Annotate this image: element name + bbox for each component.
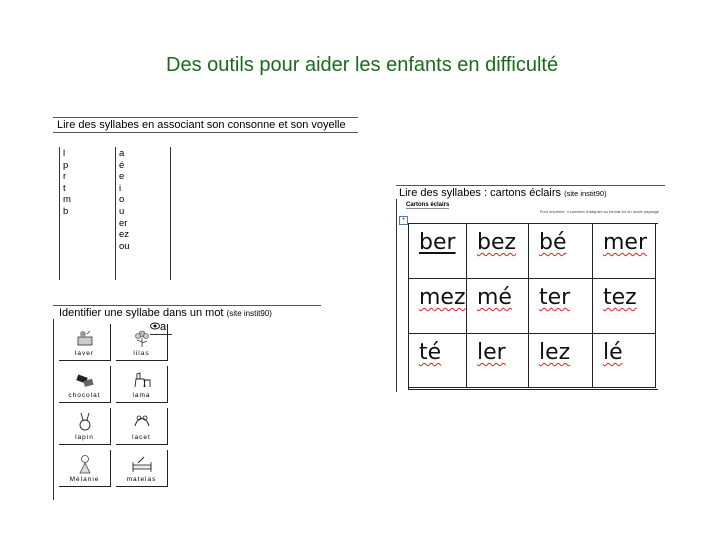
vowel-item: a — [119, 148, 125, 159]
flash-card — [409, 224, 467, 279]
flash-card-text: lé — [603, 340, 623, 365]
flash-card — [593, 334, 656, 388]
chocolate-icon — [75, 370, 95, 390]
consonant-vowel-title: Lire des syllabes en associant son consonne et son voyelle — [53, 117, 358, 133]
flash-card-text: ber — [419, 230, 456, 255]
vowel-item: e — [119, 171, 125, 183]
panel-border — [53, 319, 54, 500]
picture-card — [59, 408, 111, 445]
flash-card — [409, 279, 467, 334]
consonant-item: r — [63, 171, 67, 183]
vowel-item: u — [119, 205, 125, 217]
flash-card-grid — [408, 223, 658, 390]
flash-title-text: Lire des syllabes : cartons éclairs — [399, 187, 562, 199]
consonant-item: l — [63, 148, 66, 159]
picture-card — [116, 366, 168, 403]
vowel-item: er — [119, 217, 128, 229]
picture-card — [116, 324, 168, 361]
identify-syllable-panel — [53, 305, 321, 500]
flash-card — [409, 334, 467, 388]
flash-card — [467, 224, 529, 279]
picture-card — [59, 324, 111, 361]
flash-card-text: mez — [419, 285, 466, 310]
flash-card-text: lez — [539, 340, 571, 365]
shoelace-icon — [132, 412, 152, 432]
eye-label: a — [160, 321, 167, 333]
flash-card-text: ler — [477, 340, 506, 365]
flash-card-text: té — [419, 340, 442, 365]
consonant-item: p — [63, 159, 69, 171]
flash-card — [529, 279, 593, 334]
slide-title: Des outils pour aider les enfants en difficulté — [166, 54, 559, 76]
picture-word: lapin — [75, 434, 94, 441]
flash-card-text: mé — [477, 285, 512, 310]
identify-syllable-title — [53, 305, 321, 321]
picture-word: lacet — [132, 434, 151, 441]
table-divider — [170, 147, 171, 280]
picture-word: lilas — [133, 350, 150, 357]
vowel-item: i — [119, 182, 122, 194]
flash-card-text: mer — [603, 230, 648, 255]
flash-card-text: ter — [539, 285, 571, 310]
consonant-item: b — [63, 205, 69, 217]
flash-card — [467, 279, 529, 334]
picture-word: matelas — [126, 476, 157, 483]
flash-card — [529, 334, 593, 388]
vowel-item: o — [119, 194, 125, 206]
picture-word: lama — [132, 392, 151, 399]
flash-card — [593, 224, 656, 279]
expand-icon[interactable]: + — [399, 216, 408, 225]
mattress-icon — [132, 454, 152, 474]
flash-card-text: bé — [539, 230, 567, 255]
identify-title-text: Identifier une syllabe dans un mot — [59, 307, 224, 319]
washing-icon — [75, 328, 95, 348]
picture-card — [59, 450, 111, 487]
vowel-item: é — [119, 159, 125, 171]
vowel-item: ez — [119, 229, 130, 241]
vowels-column — [119, 148, 130, 252]
flash-source: (site instit90) — [564, 189, 607, 198]
flash-card — [593, 279, 656, 334]
consonant-item: m — [63, 194, 71, 206]
picture-word: chocolat — [68, 392, 101, 399]
flash-cards-title — [396, 185, 665, 201]
consonants-column — [63, 148, 71, 218]
vowel-item: ou — [119, 240, 130, 252]
girl-icon — [75, 454, 95, 474]
flash-card — [467, 334, 529, 388]
picture-word: laver — [74, 350, 95, 357]
picture-word: Mélanie — [69, 476, 100, 483]
rabbit-icon — [75, 412, 95, 432]
table-divider — [59, 147, 60, 280]
picture-card — [59, 366, 111, 403]
panel-border — [396, 199, 397, 392]
table-divider — [115, 147, 116, 280]
consonant-item: t — [63, 182, 66, 194]
flash-subtitle: Cartons éclairs — [406, 202, 450, 208]
picture-card — [116, 450, 168, 487]
consonant-vowel-panel — [53, 117, 358, 280]
identify-source: (site instit90) — [226, 309, 272, 318]
lilac-icon — [132, 328, 152, 348]
flash-cards-panel — [396, 185, 665, 392]
flash-card — [529, 224, 593, 279]
flash-card-text: bez — [477, 230, 517, 255]
llama-icon — [132, 370, 152, 390]
flash-note: Pour imprimer, il convient d'adapter au format A4 en mode paysage — [539, 209, 659, 214]
flash-card-text: tez — [603, 285, 637, 310]
picture-card — [116, 408, 168, 445]
